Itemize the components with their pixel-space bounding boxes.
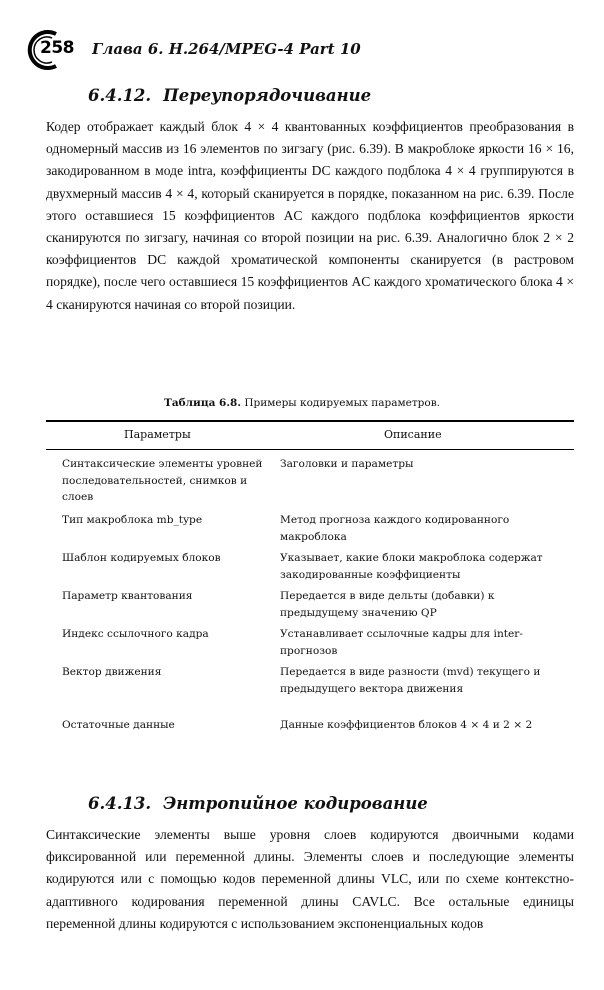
- table-cell-desc: Указывает, какие блоки макроблока содержат закодированные коэффициенты: [280, 552, 543, 581]
- table-cell-desc: Заголовки и параметры: [280, 458, 414, 470]
- section-number: 6.4.12.: [88, 86, 152, 105]
- table-caption-text: Примеры кодируемых параметров.: [244, 397, 440, 409]
- table-cell-param: Вектор движения: [62, 666, 162, 678]
- page-number: 258: [40, 38, 74, 58]
- running-head: [26, 28, 586, 72]
- section-title: Переупорядочивание: [163, 86, 372, 105]
- table-cell-param: Тип макроблока mb_type: [62, 514, 203, 526]
- table-header-rule: [46, 449, 574, 450]
- column-header-description: Описание: [384, 428, 442, 441]
- section-heading-entropy: [88, 794, 428, 813]
- table-cell-desc: Передается в виде разности (mvd) текущего и предыдущего вектора движения: [280, 666, 541, 695]
- chapter-header: Глава 6. H.264/MPEG-4 Part 10: [92, 40, 361, 58]
- table-cell-param: Индекс ссылочного кадра: [62, 628, 209, 640]
- section-number: 6.4.13.: [88, 794, 152, 813]
- table-cell-param: Параметр квантования: [62, 590, 193, 602]
- table-cell-desc: Данные коэффициентов блоков 4 × 4 и 2 × 2: [280, 719, 533, 731]
- table-caption-label: Таблица 6.8.: [164, 397, 241, 409]
- table-cell-desc: Передается в виде дельты (добавки) к предыдущему значению QP: [280, 590, 495, 619]
- section-heading-reordering: [88, 86, 371, 105]
- section-title: Энтропийное кодирование: [163, 794, 428, 813]
- table-cell-desc: Устанавливает ссылочные кадры для inter-прогнозов: [280, 628, 523, 657]
- column-header-params: Параметры: [124, 428, 191, 441]
- table-caption: [0, 397, 604, 409]
- entropy-paragraph: Синтаксические элементы выше уровня слоев кодируются двоичными кодами фиксированной или переменной длины. Элементы слоев и последующие элементы кодируются или с помощью кодов переменной длины VLC, или по схеме контекстно-адаптивного кодирования переменной длины CAVLC. Все остальные единицы переменной длины кодируются с использованием экспоненциальных кодов: [46, 827, 574, 931]
- table-cell-desc: Метод прогноза каждого кодированного макроблока: [280, 514, 510, 543]
- table-top-rule: [46, 420, 574, 422]
- table-cell-param: Синтаксические элементы уровней последовательностей, снимков и слоев: [62, 458, 263, 503]
- reordering-paragraph: Кодер отображает каждый блок 4 × 4 квантованных коэффициентов преобразования в одномерный массив из 16 элементов по зигзагу (рис. 6.39). В макроблоке яркости 16 × 16, закодированном в моде intra, коэффициенты DC каждого подблока 4 × 4 группируются в двухмерный массив 4 × 4, который сканируется в порядке, показанном на рис. 6.39. После этого оставшиеся 15 коэффициентов AC каждого подблока коэффициентов яркости сканируются по зигзагу, начиная со второй позиции на рис. 6.39. Аналогично блок 2 × 2 коэффициентов DC каждой хроматической компоненты сканируется (в растровом порядке), после чего оставшиеся 15 коэффициентов AC каждого хроматического блока 4 × 4 сканируются начиная со второй позиции.: [46, 119, 574, 312]
- table-cell-param: Остаточные данные: [62, 719, 175, 731]
- table-cell-param: Шаблон кодируемых блоков: [62, 552, 221, 564]
